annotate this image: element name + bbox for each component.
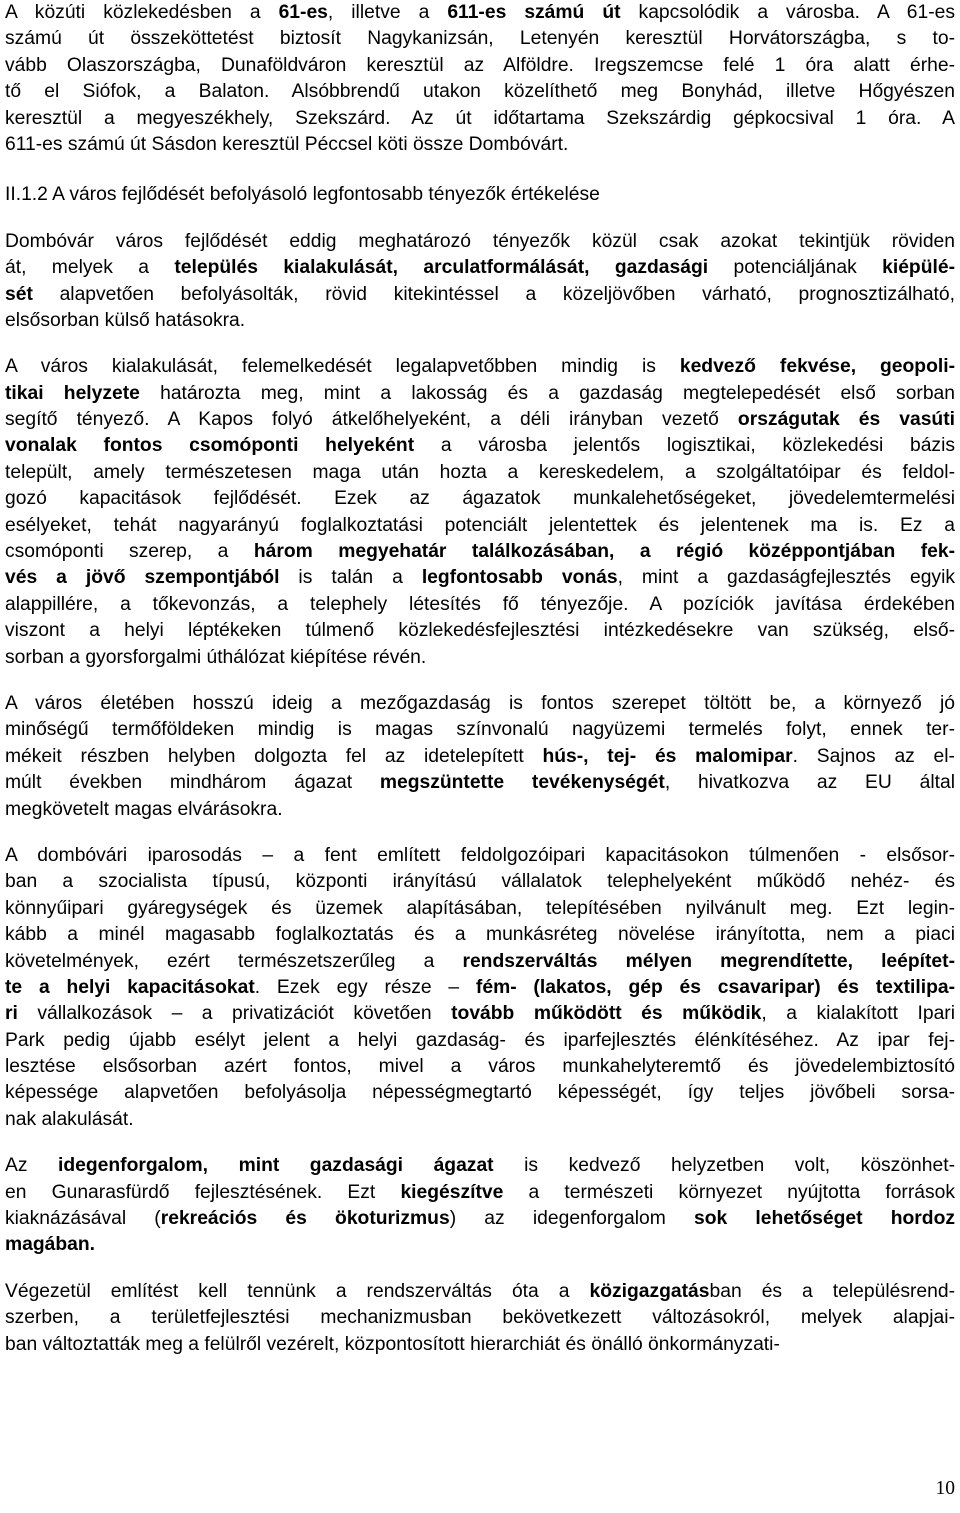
text-line — [5, 717, 955, 743]
bold-text: három megyehatár találkozásában, a régió középpontjában fek- — [253, 541, 955, 563]
text-line — [5, 282, 955, 308]
text-run: a természeti környezet nyújtotta források — [503, 1181, 955, 1203]
text-run: A közúti közlekedésben a — [5, 2, 279, 23]
text-run: ban a szocialista típusú, központi irányítású vállalatok telephelyeként működő nehéz- és — [5, 871, 955, 893]
text-run: A város életében hosszú ideig a mezőgazdaság is fontos szerepet töltött be, a környező jó — [5, 692, 955, 714]
text-run: esélyeket, tehát nagyarányú foglalkoztatási potenciált jelentettek és jelentenek ma is. Ez a — [5, 514, 955, 536]
text-run: ban és a településrend- — [709, 1280, 955, 1302]
text-run: kiaknázásával ( — [5, 1208, 161, 1230]
text-run: csomóponti szerep, a — [5, 541, 254, 563]
paragraph-public-administration — [5, 1279, 955, 1358]
text-line — [5, 975, 955, 1001]
text-line — [5, 949, 955, 975]
text-run: II.1.2 A város fejlődését befolyásoló legfontosabb tényezők értékelése — [5, 184, 600, 206]
text-run: gozó kapacitások fejlődését. Ezek az ágazatok munkalehetőségeket, jövedelemtermelési — [5, 488, 955, 510]
text-run: lesztése elsősorban azért fontos, mivel a város munkahelyteremtő és jövedelembiztosító — [5, 1056, 955, 1078]
text-run: nak alakulását. — [5, 1108, 134, 1130]
text-line — [5, 1107, 955, 1133]
text-line — [5, 1332, 955, 1358]
text-line — [5, 1028, 955, 1054]
text-line — [5, 354, 955, 380]
text-line — [5, 1206, 955, 1232]
text-run: 611-es számú út Sásdon keresztül Péccsel köti össze Dombóvárt. — [5, 133, 569, 155]
text-line — [5, 1001, 955, 1027]
bold-text: kiegészítve — [400, 1181, 504, 1203]
bold-text: hús-, tej- és malomipar — [542, 745, 793, 767]
bold-text: település kialakulását, arculatformálását, gazdasági — [174, 257, 709, 279]
text-run: vább Olaszországba, Dunaföldváron keresztül az Alföldre. Iregszemcse felé 1 óra alatt érhe- — [5, 54, 955, 76]
bold-text: magában. — [5, 1234, 96, 1256]
bold-text: rendszerváltás mélyen megrendítette, leépítet- — [462, 950, 955, 972]
text-line — [5, 106, 955, 132]
text-run: kább a minél magasabb foglalkoztatás és a munkásréteg növelése irányította, nem a piaci — [5, 924, 955, 946]
text-line — [5, 1180, 955, 1206]
bold-text: kedvező fekvése, geopoli- — [679, 356, 955, 378]
text-run: a városba jelentős logisztikai, közlekedési bázis — [414, 435, 955, 457]
text-line — [5, 1054, 955, 1080]
text-line — [5, 843, 955, 869]
text-run: határozta meg, mint a lakosság és a gazdaság megtelepedését első sorban — [139, 382, 955, 404]
text-line — [5, 797, 955, 823]
text-run: ban változtatták meg a felülről vezérelt, központosított hierarchiát és önálló önkormányzati- — [5, 1333, 780, 1355]
bold-text: sét — [5, 283, 33, 305]
text-run: Végezetül említést kell tennünk a rendszerváltás óta a — [5, 1280, 590, 1302]
text-line — [5, 896, 955, 922]
text-line — [5, 79, 955, 105]
text-run: Dombóvár város fejlődését eddig meghatározó tényezők közül csak azokat tekintjük röviden — [5, 230, 955, 252]
text-line — [5, 565, 955, 591]
text-run: A dombóvári iparosodás – a fent említett feldolgozóipari kapacitásokon túlmenően - elsősor- — [5, 844, 955, 866]
text-run: könnyűipari gyáregységek és üzemek alapításában, telepítésében nyilvánult meg. Ezt legin- — [5, 897, 955, 919]
text-run: , mint a gazdaságfejlesztés egyik — [617, 567, 955, 589]
text-run: vállalkozások – a privatizációt követően — [17, 1003, 452, 1025]
text-run: alappillére, a tőkevonzás, a telephely létesítés fő tényezője. A pozíciók javítása érdekében — [5, 593, 955, 615]
text-line — [5, 0, 955, 26]
bold-text: 61-es — [278, 2, 328, 23]
text-run: viszont a helyi léptékeken túlmenő közlekedésfejlesztési intézkedésekre van szükség, első- — [5, 620, 955, 642]
text-run: alapvetően befolyásolták, rövid kitekintéssel a közeljövőben várható, prognosztizálható, — [32, 283, 955, 305]
text-line — [5, 1305, 955, 1331]
text-run: múlt években mindhárom ágazat — [5, 772, 380, 794]
bold-text: tikai helyzete — [5, 382, 140, 404]
section-heading — [5, 182, 955, 208]
document-body — [5, 0, 955, 1358]
text-run: is talán a — [279, 567, 422, 589]
text-run: sorban a gyorsforgalmi úthálózat kiépítése révén. — [5, 646, 427, 668]
text-line — [5, 869, 955, 895]
text-run: keresztül a megyeszékhely, Szekszárd. Az út időtartama Szekszárdig gépkocsival 1 óra. A — [5, 107, 955, 129]
bold-text: fém- (lakatos, gép és csavaripar) és textilipa- — [475, 976, 955, 998]
text-run: tő el Siófok, a Balaton. Alsóbbrendű utakon közelíthető meg Bonyhád, illetve Hőgyészen — [5, 81, 955, 103]
bold-text: te a helyi kapacitásokat — [5, 976, 255, 998]
bold-text: közigazgatás — [589, 1280, 710, 1302]
text-line — [5, 308, 955, 334]
text-line — [5, 229, 955, 255]
text-run: ) az idegenforgalom — [449, 1208, 694, 1230]
text-run: mékeit részben helyben dolgozta fel az idetelepített — [5, 745, 543, 767]
text-line — [5, 255, 955, 281]
text-run: képessége alapvetően befolyásolja népességmegtartó képességét, így teljes jövőbeli sorsa- — [5, 1082, 955, 1104]
bold-text: országutak és vasúti — [737, 409, 955, 431]
paragraph-tourism — [5, 1153, 955, 1259]
text-line — [5, 460, 955, 486]
text-line — [5, 182, 955, 208]
text-line — [5, 513, 955, 539]
bold-text: 611-es számú út — [447, 2, 621, 23]
text-line — [5, 26, 955, 52]
page-number: 10 — [935, 1478, 955, 1499]
text-line — [5, 691, 955, 717]
text-line — [5, 539, 955, 565]
text-run: számú út összeköttetést biztosít Nagykanizsán, Letenyén keresztül Horvátországba, s to- — [5, 28, 955, 50]
bold-text: tovább működött és működik — [451, 1003, 762, 1025]
text-line — [5, 1232, 955, 1258]
text-run: . Ezek egy része – — [254, 976, 476, 998]
text-line — [5, 592, 955, 618]
bold-text: rekreációs és ökoturizmus — [160, 1208, 450, 1230]
text-run: en Gunarasfürdő fejlesztésének. Ezt — [5, 1181, 401, 1203]
text-line — [5, 618, 955, 644]
text-line — [5, 1153, 955, 1179]
text-run: . Sajnos az el- — [792, 745, 955, 767]
paragraph-agriculture — [5, 691, 955, 823]
text-line — [5, 53, 955, 79]
text-line — [5, 407, 955, 433]
text-line — [5, 433, 955, 459]
text-line — [5, 1080, 955, 1106]
bold-text: vés a jövő szempontjából — [5, 567, 280, 589]
text-line — [5, 770, 955, 796]
text-line — [5, 744, 955, 770]
text-run: követelmények, ezért természetszerűleg a — [5, 950, 463, 972]
text-run: minőségű termőföldeken mindig is magas színvonalú nagyüzemi termelés folyt, ennek ter- — [5, 719, 955, 741]
text-run: megkövetelt magas elvárásokra. — [5, 798, 283, 820]
paragraph-road-connections — [5, 0, 955, 158]
text-line — [5, 922, 955, 948]
bold-text: megszüntette tevékenységét — [379, 772, 665, 794]
text-run: segítő tényező. A Kapos folyó átkelőhelyeként, a déli irányban vezető — [5, 409, 738, 431]
bold-text: vonalak fontos csomóponti helyeként — [5, 435, 415, 457]
bold-text: idegenforgalom, mint gazdasági ágazat — [58, 1155, 494, 1177]
text-run: Az — [5, 1155, 59, 1177]
text-line — [5, 381, 955, 407]
text-run: , hivatkozva az EU által — [664, 772, 955, 794]
paragraph-geopolitical-position — [5, 354, 955, 671]
text-run: Park pedig újabb esélyt jelent a helyi gazdaság- és iparfejlesztés élénkítéséhez. Az ipar fej- — [5, 1029, 955, 1051]
paragraph-industrialization — [5, 843, 955, 1133]
bold-text: sok lehetőséget hordoz — [693, 1208, 955, 1230]
text-run: , illetve a — [327, 2, 448, 23]
text-run: át, melyek a — [5, 257, 175, 279]
bold-text: ri — [5, 1003, 18, 1025]
text-run: potenciáljának — [708, 257, 883, 279]
text-line — [5, 645, 955, 671]
text-line — [5, 132, 955, 158]
bold-text: legfontosabb vonás — [421, 567, 618, 589]
text-run: is kedvező helyzetben volt, köszönhet- — [493, 1155, 955, 1177]
paragraph-development-factors — [5, 229, 955, 335]
text-run: , a kialakított Ipari — [761, 1003, 955, 1025]
text-run: A város kialakulását, felemelkedését legalapvetőbben mindig is — [5, 356, 680, 378]
bold-text: kiépülé- — [882, 257, 955, 279]
text-run: települt, amely természetesen maga után hozta a kereskedelem, a szolgáltatóipar és feldol- — [5, 461, 955, 483]
text-line — [5, 1279, 955, 1305]
text-run: elsősorban külső hatásokra. — [5, 309, 246, 331]
text-run: kapcsolódik a városba. A 61-es — [620, 2, 955, 23]
text-line — [5, 486, 955, 512]
text-run: szerben, a területfejlesztési mechanizmusban bekövetkezett változásokról, melyek alapjai- — [5, 1307, 955, 1329]
